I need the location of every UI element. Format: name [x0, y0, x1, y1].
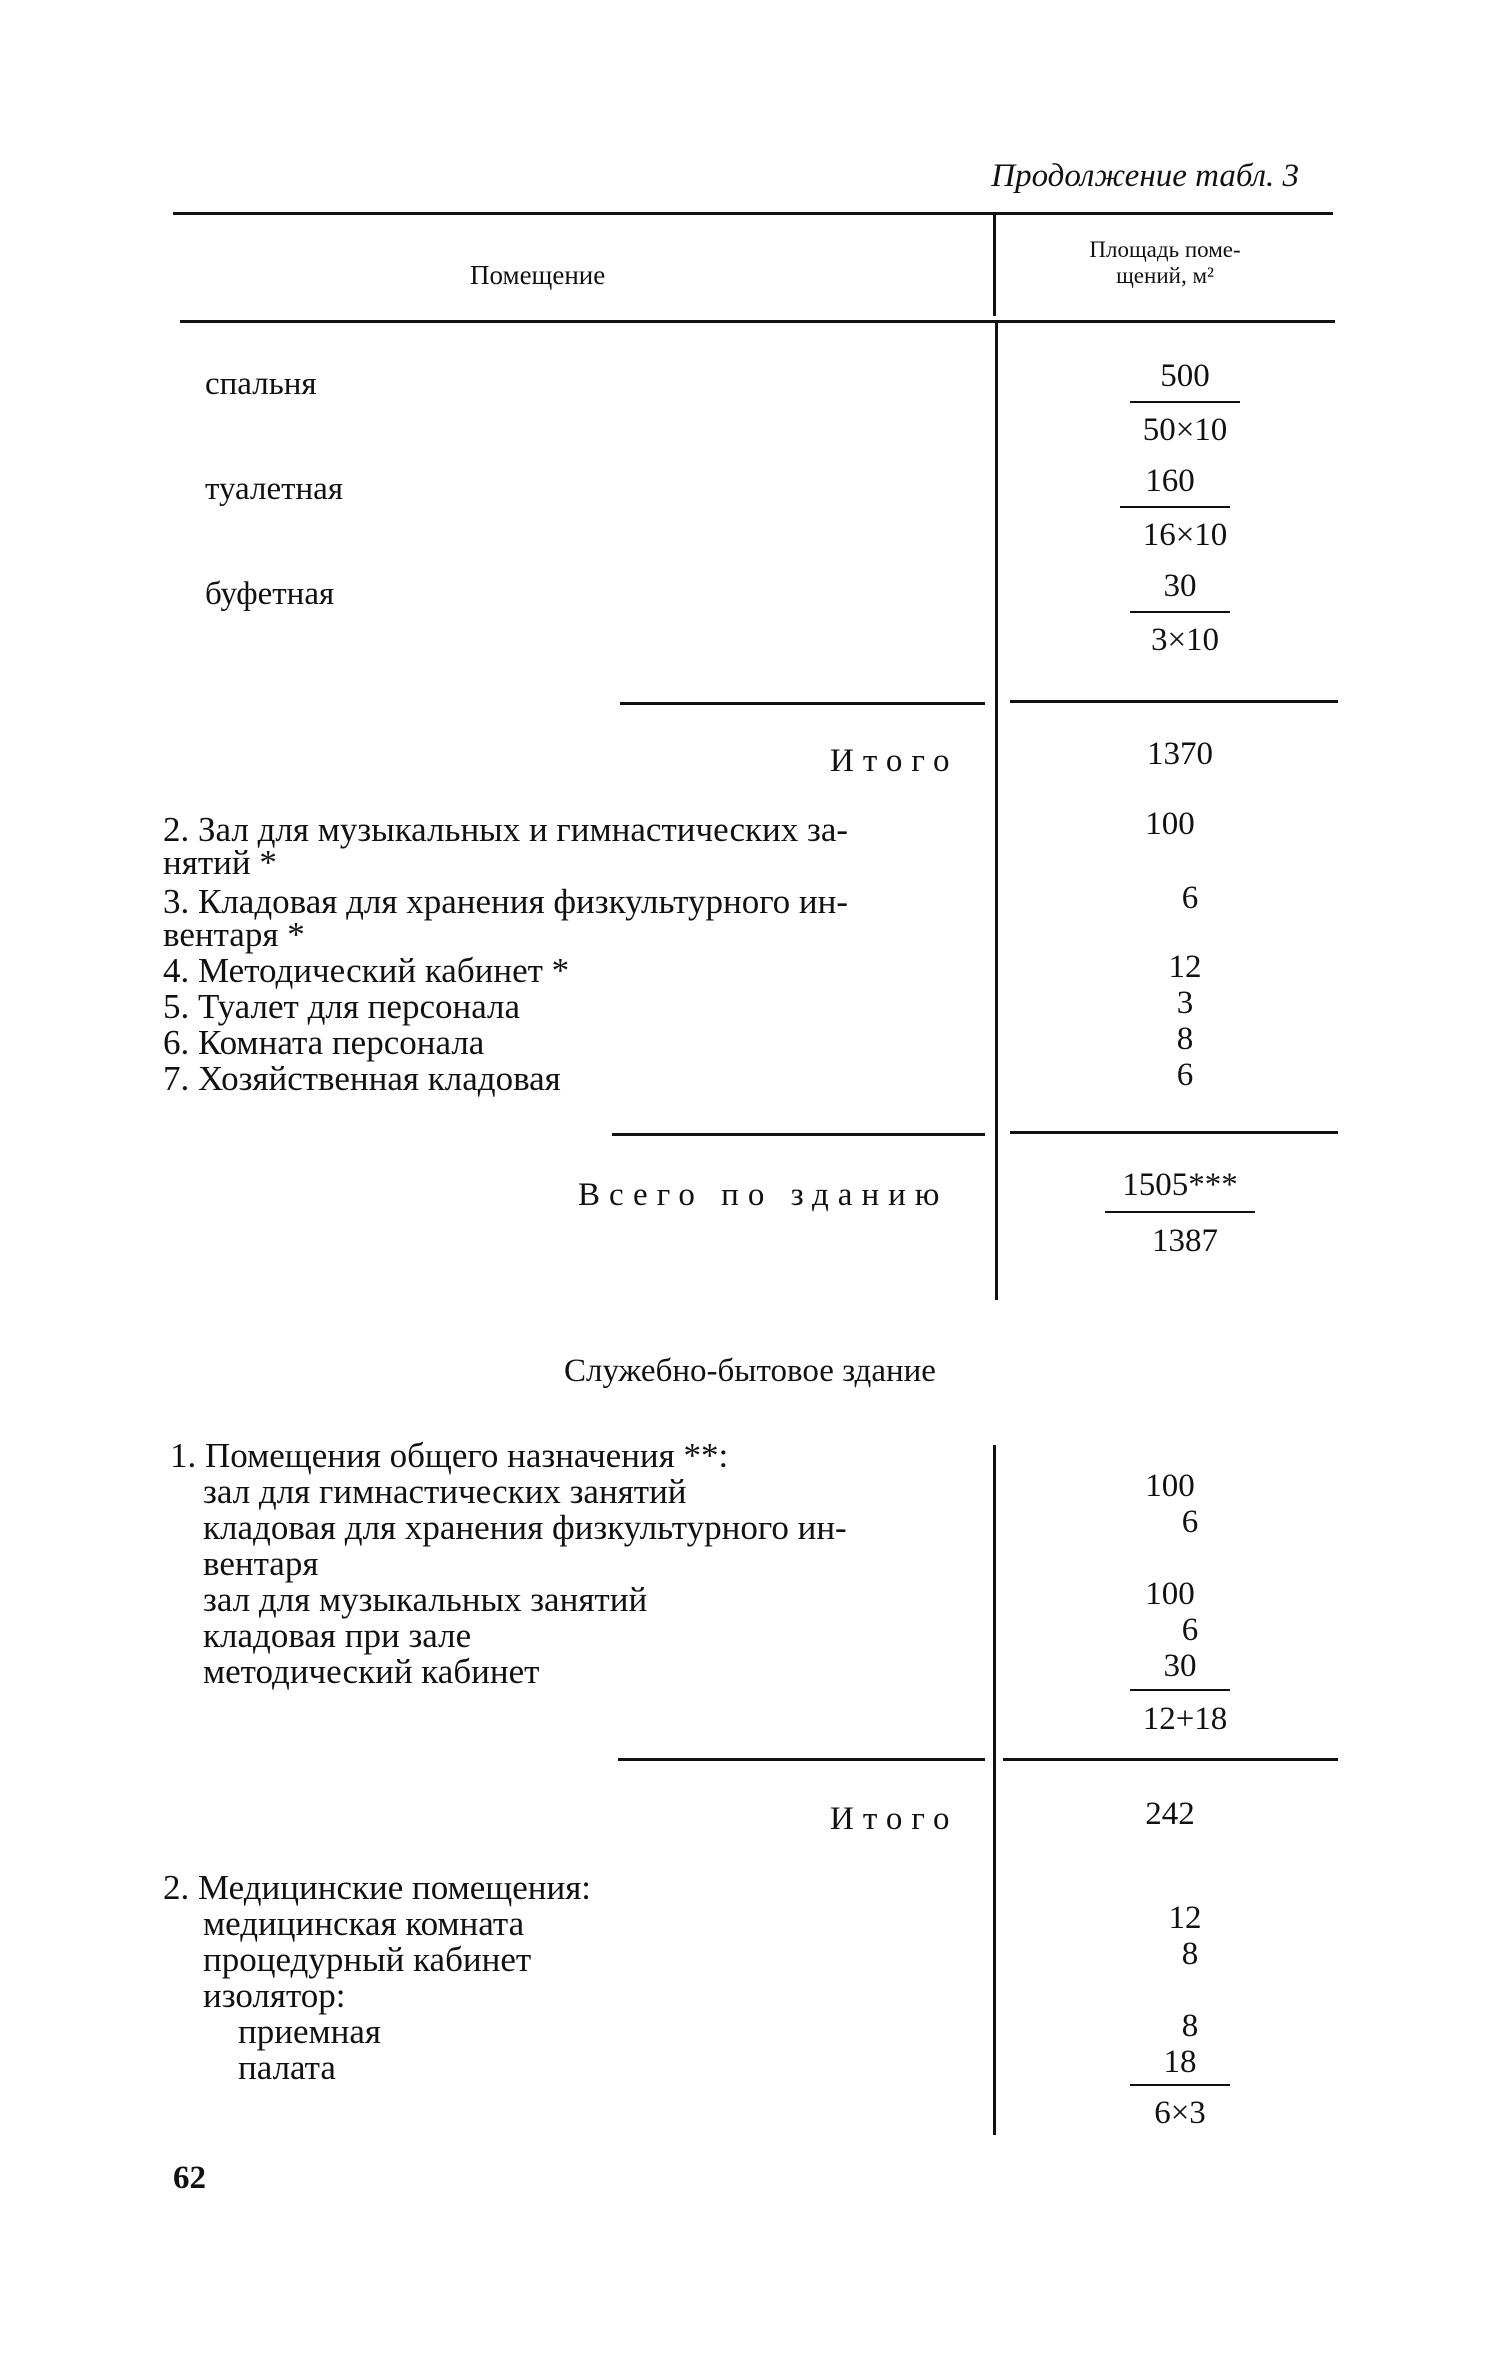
page-number: 62	[173, 2160, 206, 2196]
item-line-continuation: нятий *	[163, 843, 277, 882]
area-numerator: 160	[1145, 463, 1195, 499]
subtotal-value: 1370	[1147, 736, 1213, 772]
subtotal-label: Итого	[830, 1801, 959, 1837]
group-row-name: палата	[238, 2048, 336, 2087]
item-line: 5. Туалет для персонала	[163, 987, 521, 1026]
item-line: 2. Зал для музыкальных и гимнастических за-	[163, 810, 849, 849]
subtotal-rule-right	[1010, 700, 1338, 703]
body-column-divider-section1	[995, 322, 998, 1300]
column-header-area-line2: щений, м²	[1116, 263, 1214, 288]
group-row-value: 100	[1145, 1468, 1195, 1504]
group-title: 1. Помещения общего назначения **:	[170, 1436, 729, 1475]
group-row-name: зал для музыкальных занятий	[203, 1580, 648, 1619]
total-rule-left	[612, 1133, 985, 1136]
group-row-value: 100	[1145, 1576, 1195, 1612]
group-row-name: методический кабинет	[203, 1652, 540, 1691]
fraction-bar	[1130, 401, 1240, 403]
fraction-bar	[1120, 506, 1230, 508]
subtotal-rule-left	[618, 1758, 985, 1761]
total-denominator: 1387	[1152, 1223, 1218, 1259]
group-row-name: медицинская комната	[203, 1904, 525, 1943]
group-row-name: кладовая при зале	[203, 1616, 472, 1655]
item-line: 7. Хозяйственная кладовая	[163, 1059, 561, 1098]
item-line-continuation: вентаря *	[163, 915, 305, 954]
item-area-value: 12	[1168, 949, 1202, 985]
group-row-name: зал для гимнастических занятий	[203, 1472, 687, 1511]
section-title: Служебно-бытовое здание	[564, 1353, 936, 1389]
area-denominator: 12+18	[1142, 1701, 1228, 1737]
group-title: 2. Медицинские помещения:	[163, 1868, 592, 1907]
room-name: буфетная	[205, 576, 335, 612]
total-label: Всего по зданию	[578, 1177, 949, 1213]
area-numerator: 500	[1160, 358, 1210, 394]
item-area-value: 100	[1145, 806, 1195, 842]
group-row-value: 8	[1181, 2008, 1199, 2044]
item-area-value: 8	[1176, 1021, 1194, 1057]
item-line: 6. Комната персонала	[163, 1023, 485, 1062]
group-row-name: процедурный кабинет	[203, 1940, 532, 1979]
item-area-value: 6	[1176, 1057, 1194, 1093]
area-numerator: 18	[1163, 2044, 1197, 2080]
group-row-value: 12	[1168, 1900, 1202, 1936]
subtotal-rule-right	[1003, 1758, 1338, 1761]
area-denominator: 6×3	[1154, 2095, 1206, 2131]
item-line: 3. Кладовая для хранения физкультурного ин-	[163, 882, 849, 921]
subtotal-rule-left	[620, 702, 985, 705]
fraction-bar	[1105, 1211, 1255, 1213]
total-rule-right	[1010, 1131, 1338, 1134]
fraction-bar	[1130, 1689, 1230, 1691]
total-numerator: 1505***	[1122, 1167, 1238, 1203]
room-name: спальня	[205, 366, 317, 402]
column-header-area-line1: Площадь поме-	[1089, 237, 1241, 262]
header-bottom-rule	[180, 320, 1335, 323]
group-row-name-continuation: вентаря	[203, 1544, 319, 1583]
table-top-rule	[173, 212, 1333, 215]
room-name: туалетная	[205, 471, 344, 507]
group-row-name: изолятор:	[203, 1976, 346, 2015]
group-row-value: 6	[1181, 1504, 1199, 1540]
subtotal-label: Итого	[830, 743, 959, 779]
item-area-value: 3	[1176, 985, 1194, 1021]
group-row-name: кладовая для хранения физкультурного ин-	[203, 1508, 847, 1547]
header-column-divider	[993, 214, 996, 316]
group-row-value: 6	[1181, 1612, 1199, 1648]
item-line: 4. Методический кабинет *	[163, 951, 570, 990]
subtotal-value: 242	[1145, 1796, 1195, 1832]
group-row-value: 8	[1181, 1936, 1199, 1972]
body-column-divider-section2	[993, 1445, 996, 2135]
area-denominator: 3×10	[1150, 622, 1220, 658]
column-header-room: Помещение	[470, 260, 606, 290]
area-denominator: 50×10	[1142, 412, 1228, 448]
item-area-value: 6	[1181, 880, 1199, 916]
fraction-bar	[1130, 2084, 1230, 2086]
group-row-name: приемная	[238, 2012, 382, 2051]
area-denominator: 16×10	[1142, 517, 1228, 553]
table-continuation-caption: Продолжение табл. 3	[991, 158, 1299, 194]
fraction-bar	[1130, 611, 1230, 613]
area-numerator: 30	[1163, 568, 1197, 604]
area-numerator: 30	[1163, 1648, 1197, 1684]
